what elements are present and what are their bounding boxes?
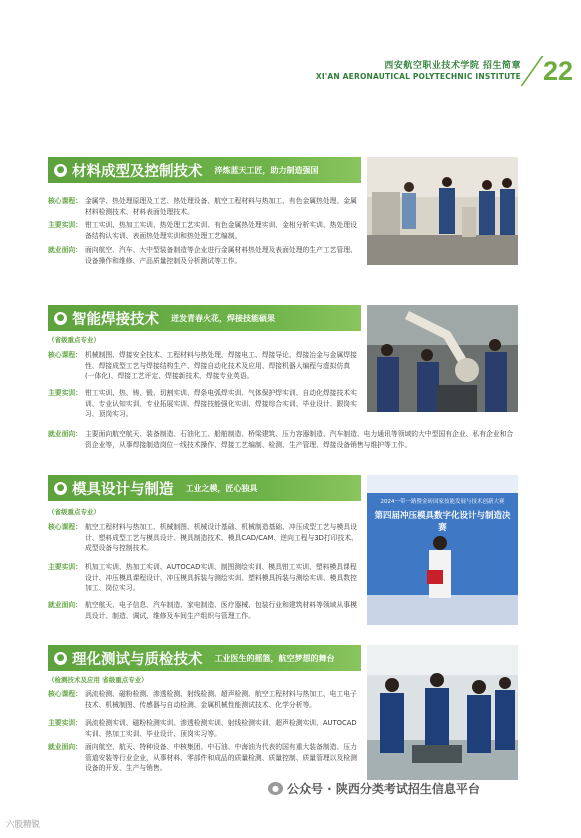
section-slogan: 工业之模，匠心独具: [185, 483, 258, 493]
row-employment: [48, 742, 359, 774]
corner-watermark: 六股精锐: [6, 820, 41, 830]
section-banner: [48, 305, 361, 331]
photo-competition-award: [361, 475, 518, 625]
section-banner: [48, 157, 361, 183]
row-training: [48, 718, 359, 739]
section-tag: （检测技术及应用 省级重点专业）: [48, 676, 148, 684]
section-welding: [48, 305, 518, 460]
row-text: 面向航空、航天、特种设备、中核集团、中石油、中海油为代表的国有重大装备制造、压力管道安装等行业企业，从事材料、零部件和成品的质量检测、质量控制、质量管理以及检测设备的开发、生产与销售。: [85, 743, 357, 772]
row-text: 航空航天、电子信息、汽车制造、家电制造、医疗器械、包装行业和建筑材料等领域从事模具设计、制造、调试、维修及车间生产组织与管理工作。: [85, 601, 357, 620]
row-core-courses: [48, 196, 359, 217]
row-text: 金属学、热处理原理及工艺、热处理设备、航空工程材料与热加工、有色金属热处理、金属材料检测技术、材料表面处理技术。: [85, 197, 357, 216]
poster-title: 第四届冲压模具数字化设计与制造决赛: [374, 511, 511, 533]
photo-welding-robot: [361, 305, 518, 412]
row-text: 机械制图、焊接安全技术、工程材料与热处理、焊接电工、焊接导论、焊接冶金与金属焊接性、焊接成型工艺与焊接结构生产、焊接自动化技术及应用、焊接机器人编程与虚拟仿真(一体化)、焊接工艺评定、焊接新技术、焊接专业英语。: [85, 351, 357, 380]
row-text: 钳工实训、热、铸、锻、切割实训、焊条电弧焊实训、气体保护焊实训、自动化焊接技术实训、专业认知实训、专业拓展实训、焊接技能强化实训、焊接综合实训、毕业设计、跟岗实习、顶岗实习。: [85, 389, 357, 418]
bulb-icon: ●: [54, 482, 67, 495]
row-label: 就业面向：: [48, 601, 82, 609]
bulb-icon: ●: [54, 164, 67, 177]
section-title: 理化测试与质检技术: [72, 651, 203, 668]
bulb-icon: ●: [54, 652, 67, 665]
row-text: 主要面向航空航天、装备制造、石油化工、船舶制造、桥梁建筑、压力容器制造、汽车制造、电力通讯等领域的大中型国有企业、私有企业和合资企业等，从事焊接制造岗位一线技术操作、焊接工艺编制、检测、生产管理、焊接设备销售与维护等工作。: [85, 430, 514, 449]
row-text: 机加工实训、热加工实训、AUTOCAD实训、制图测绘实训、模具钳工实训、塑料模具课程设计、冲压模具课程设计、冲压模具拆装与测绘实训、塑料模具拆装与测绘实训、模具数控加工、岗位实习。: [85, 563, 357, 592]
row-label: 主要实训：: [48, 221, 82, 229]
section-slogan: 迸发青春火花，焊接技能硕果: [171, 313, 275, 323]
row-label: 主要实训：: [48, 563, 82, 571]
row-text: 钳工实训、热加工实训、热处理工艺实训、有色金属热处理实训、金相分析实训、热处理设备结构认实训、表面热处理实训和热处理工艺编制。: [85, 221, 357, 240]
row-text: 航空工程材料与热加工、机械制图、机械设计基础、机械制造基础、冲压成型工艺与模具设计、塑料成型工艺与模具设计、模具制造技术、模具CAD/CAM、逆向工程与3D打印技术、成型设备与控制技术。: [85, 523, 358, 552]
section-tag: （省级重点专业）: [48, 336, 100, 344]
row-text: 面向航空、汽车、大中型装备制造等企业进行金属材料热处理及表面处理的生产工艺管理、设备操作和维修、产品质量控制及分析测试等工作。: [85, 246, 357, 265]
section-slogan: 淬炼蓝天工匠，助力制造强国: [214, 165, 319, 175]
section-mold-design: [48, 475, 518, 633]
section-banner: [48, 475, 361, 501]
row-label: 就业面向：: [48, 246, 82, 254]
row-text: 涡流检测实训、磁粉检测实训、渗透检测实训、射线检测实训、超声检测实训、AUTOCAD实训、热加工实训、毕业设计、顶岗实习等。: [85, 719, 357, 738]
row-text: 涡流检测、磁粉检测、渗透检测、射线检测、超声检测、航空工程材料与热加工、电工电子技术、机械制图、传感器与自动检测、金属机械性能测试技术、化学分析等。: [85, 690, 357, 709]
row-label: 核心课程：: [48, 351, 82, 359]
bulb-icon: ●: [54, 312, 67, 325]
section-title: 材料成型及控制技术: [72, 163, 203, 180]
page-number: 22: [542, 56, 573, 86]
page-header: [316, 58, 521, 81]
row-employment: [48, 429, 518, 450]
row-label: 核心课程：: [48, 523, 82, 531]
row-core-courses: [48, 522, 359, 554]
row-label: 就业面向：: [48, 430, 82, 438]
row-label: 就业面向：: [48, 743, 82, 751]
row-employment: [48, 245, 359, 266]
wechat-watermark: [268, 780, 480, 797]
row-training: [48, 562, 359, 594]
row-training: [48, 220, 359, 241]
photo-students-lab: [361, 157, 518, 265]
row-label: 主要实训：: [48, 389, 82, 397]
row-label: 核心课程：: [48, 197, 82, 205]
header-divider: [520, 56, 543, 86]
row-training: [48, 388, 359, 420]
section-title: 模具设计与制造: [72, 481, 174, 498]
section-banner: [48, 645, 361, 671]
wechat-icon: ●: [268, 782, 283, 795]
school-name-en: XI'AN AERONAUTICAL POLYTECHNIC INSTITUTE: [315, 72, 521, 81]
poster-subtitle: 2024一带一路暨金砖国家技能发展与技术创新大赛: [380, 499, 505, 505]
row-label: 核心课程：: [48, 690, 82, 698]
section-slogan: 工业医生的摇篮，航空梦想的舞台: [214, 653, 335, 663]
section-physical-chemical-testing: [48, 645, 518, 780]
row-label: 主要实训：: [48, 719, 82, 727]
row-core-courses: [48, 350, 359, 382]
row-core-courses: [48, 689, 359, 710]
photo-testing-lab: [361, 645, 518, 780]
row-employment: [48, 600, 359, 621]
school-name-cn: 西安航空职业技术学院 招生简章: [384, 61, 521, 71]
watermark-account: 公众号 · 陕西分类考试招生信息平台: [287, 782, 480, 796]
section-title: 智能焊接技术: [72, 311, 159, 328]
section-tag: （省级重点专业）: [48, 508, 100, 516]
section-material-forming: [48, 157, 518, 277]
